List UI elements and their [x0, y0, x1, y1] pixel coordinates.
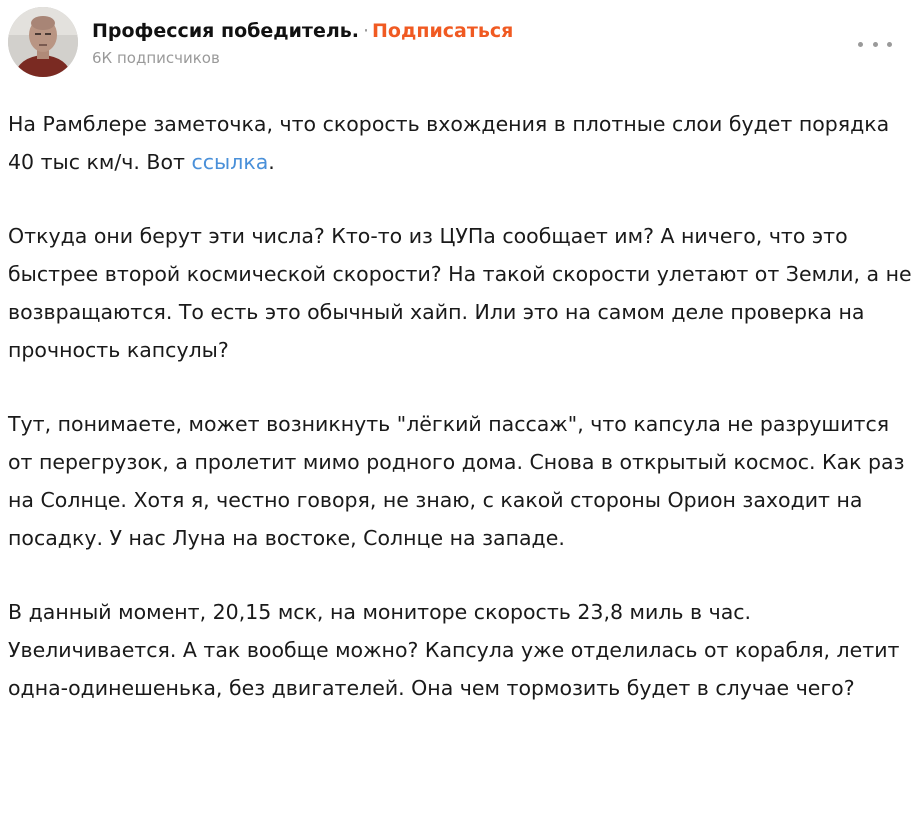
more-dots-icon[interactable] — [858, 37, 892, 51]
channel-avatar[interactable] — [8, 7, 78, 77]
subscriber-count: 6К подписчиков — [92, 49, 220, 67]
article-link[interactable]: ссылка — [191, 150, 269, 174]
title-separator: · — [362, 20, 370, 42]
paragraph-4: В данный момент, 20,15 мск, на мониторе скорость 23,8 миль в час. Увеличивается. А так вообще можно? Капсула уже отделилась от корабля, летит одна-одинешенька, без двигателей. Она чем тормозить будет в случае чего? — [8, 600, 900, 700]
avatar-photo — [8, 7, 78, 77]
dot — [887, 42, 892, 47]
paragraph-1-text: На Рамблере заметочка, что скорость вхождения в плотные слои будет порядка 40 тыс км/ч. Вот — [8, 112, 890, 174]
dot — [873, 42, 878, 47]
channel-title[interactable] — [92, 20, 513, 42]
dot — [858, 42, 863, 47]
paragraph-3: Тут, понимаете, может возникнуть "лёгкий пассаж", что капсула не разрушится от перегрузок, а пролетит мимо родного дома. Снова в открытый космос. Как раз на Солнце. Хотя я, честно говоря, не знаю, с какой стороны Орион заходит на посадку. У нас Луна на востоке, Солнце на западе. — [8, 412, 905, 550]
paragraph-2: Откуда они берут эти числа? Кто-то из ЦУПа сообщает им? А ничего, что это быстрее второй космической скорости? На такой скорости улетают от Земли, а не возвращаются. То есть это обычный хайп. Или это на самом деле проверка на прочность капсулы? — [8, 224, 912, 362]
channel-name[interactable]: Профессия победитель. — [92, 20, 359, 42]
channel-header — [8, 7, 908, 79]
article-body — [8, 105, 913, 743]
subscribe-button[interactable]: Подписаться — [372, 20, 514, 42]
paragraph-1-end: . — [268, 150, 275, 174]
paragraph-1 — [8, 105, 913, 181]
